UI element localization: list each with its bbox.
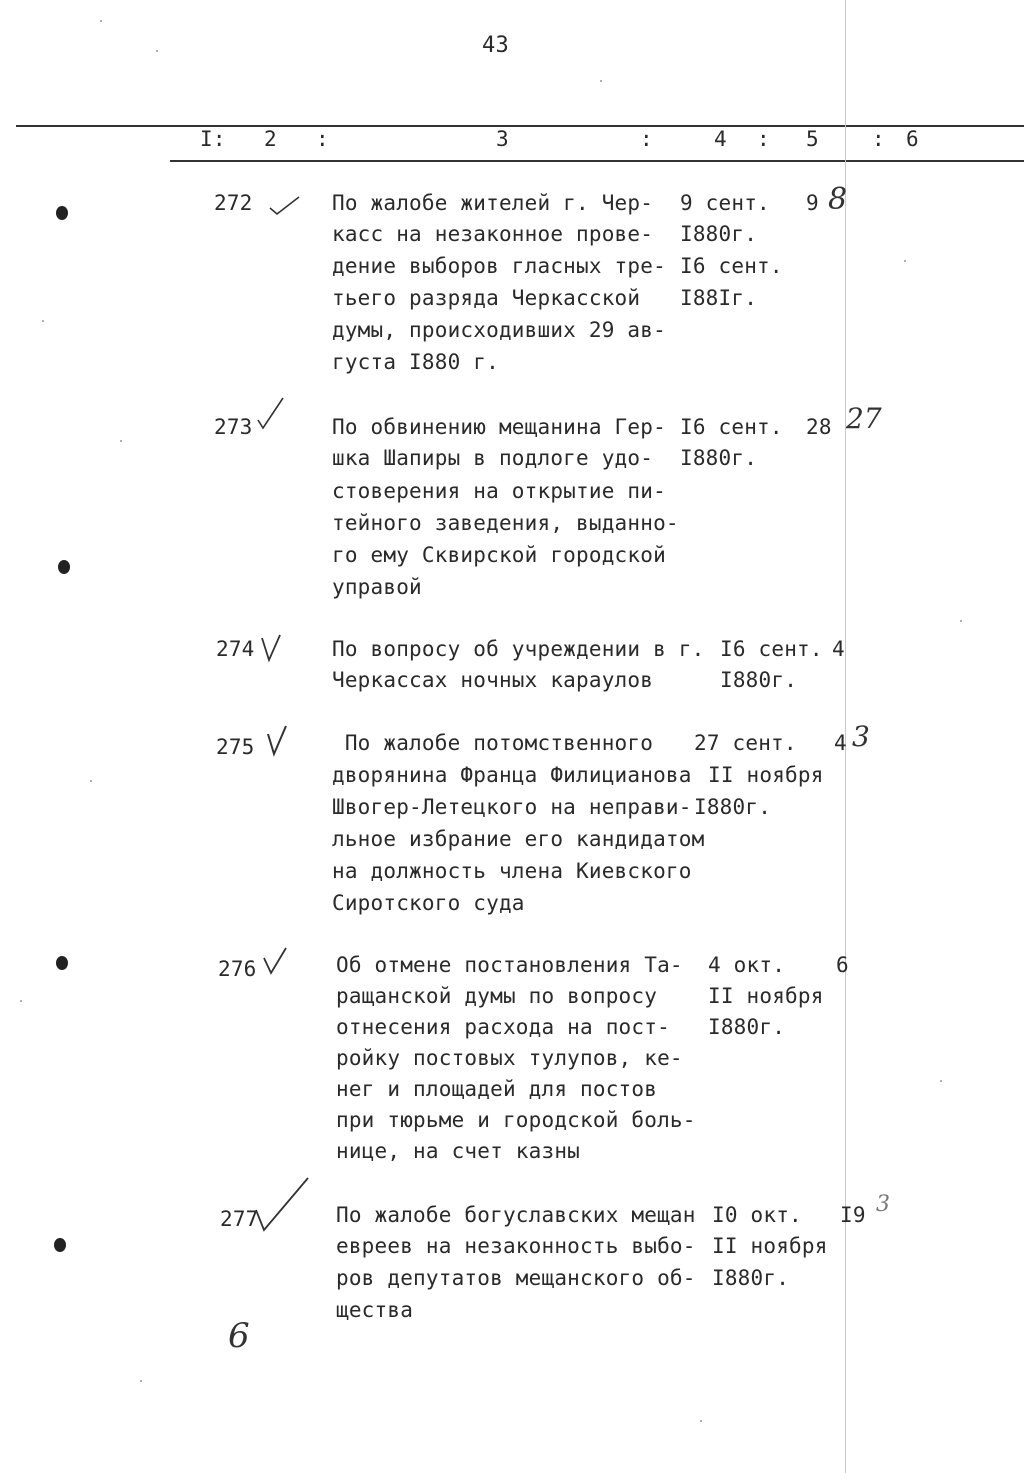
row-text-line: льное избрание его кандидатом bbox=[332, 827, 705, 851]
row-date: I880г. bbox=[708, 1015, 786, 1039]
row-sheets-handwritten: 8 bbox=[828, 182, 848, 217]
header-sep1: : bbox=[316, 127, 329, 151]
row-date: 4 окт. bbox=[708, 953, 786, 977]
row-date: I88Iг. bbox=[680, 286, 758, 310]
handwritten-mark: 6 bbox=[228, 1316, 250, 1356]
scan-speck bbox=[120, 440, 122, 442]
row-sheets: I9 bbox=[840, 1203, 866, 1227]
scan-speck bbox=[700, 1420, 702, 1422]
row-date: I880г. bbox=[680, 222, 758, 246]
row-text-line: Швогер-Летецкого на неправи- bbox=[332, 795, 692, 819]
checkmark-icon bbox=[254, 1176, 310, 1234]
header-bottom-rule bbox=[170, 160, 1024, 162]
scan-speck bbox=[42, 320, 44, 322]
row-sheets: 4 bbox=[834, 731, 847, 755]
row-text-line: касс на незаконное прове- bbox=[332, 222, 654, 246]
row-number: 273 bbox=[214, 415, 253, 439]
row-sheets: 28 bbox=[806, 415, 832, 439]
row-text-line: густа I880 г. bbox=[332, 350, 499, 374]
row-date: I6 сент. bbox=[680, 415, 783, 439]
row-text-line: По жалобе богуславских мещан bbox=[336, 1203, 696, 1227]
row-number: 277 bbox=[220, 1207, 259, 1231]
row-date: 9 сент. bbox=[680, 191, 770, 215]
header-sep4: : bbox=[872, 127, 885, 151]
row-sheets-handwritten: 27 bbox=[846, 402, 882, 435]
checkmark-icon bbox=[260, 634, 282, 664]
row-date: I6 сент. bbox=[680, 254, 783, 278]
scan-speck bbox=[100, 20, 102, 22]
row-text-line: Сиротского суда bbox=[332, 891, 525, 915]
row-date: II ноября bbox=[708, 984, 824, 1008]
checkmark-icon bbox=[256, 396, 286, 432]
scan-speck bbox=[90, 780, 92, 782]
row-date: I0 окт. bbox=[712, 1203, 802, 1227]
row-text-line: По жалобе жителей г. Чер- bbox=[332, 191, 654, 215]
checkmark-icon bbox=[262, 946, 288, 976]
row-text-line: шка Шапиры в подлоге удо- bbox=[332, 446, 654, 470]
page-number: 43 bbox=[482, 33, 509, 58]
row-text-line: По обвинению мещанина Гер- bbox=[332, 415, 666, 439]
scan-speck bbox=[140, 1380, 142, 1382]
punch-hole bbox=[58, 560, 70, 574]
row-date: I880г. bbox=[694, 795, 772, 819]
checkmark-icon bbox=[266, 724, 288, 758]
row-text-line: Черкассах ночных караулов bbox=[332, 668, 654, 692]
header-col6: 6 bbox=[906, 127, 919, 151]
header-col1: I: bbox=[200, 127, 226, 151]
row-text-line: при тюрьме и городской боль- bbox=[336, 1108, 696, 1132]
scan-speck bbox=[600, 80, 602, 82]
row-text-line: дворянина Франца Филициановa bbox=[332, 763, 692, 787]
punch-hole bbox=[54, 1238, 66, 1252]
row-text-line: отнесения расхода на пост- bbox=[336, 1015, 670, 1039]
scan-speck bbox=[156, 50, 158, 52]
row-number: 275 bbox=[216, 735, 255, 759]
scan-speck bbox=[904, 260, 906, 262]
row-text-line: го ему Сквирской городской bbox=[332, 543, 666, 567]
row-text-line: нег и площадей для постов bbox=[336, 1077, 658, 1101]
row-sheets: 6 bbox=[836, 953, 849, 977]
row-date: II ноября bbox=[708, 763, 824, 787]
row-sheets: 9 bbox=[806, 191, 819, 215]
row-text-line: нице, на счет казны bbox=[336, 1139, 581, 1163]
row-sheets-handwritten: 3 bbox=[876, 1192, 890, 1217]
punch-hole bbox=[56, 956, 68, 970]
row-text-line: евреев на незаконность выбо- bbox=[336, 1234, 696, 1258]
row-text-line: тьего разряда Черкасской bbox=[332, 286, 641, 310]
row-date: I880г. bbox=[712, 1266, 790, 1290]
header-col3: 3 bbox=[496, 127, 509, 151]
row-text-line: ройку постовых тулупов, ке- bbox=[336, 1046, 683, 1070]
scan-speck bbox=[960, 620, 962, 622]
header-col5: 5 bbox=[806, 127, 819, 151]
header-col2: 2 bbox=[264, 127, 277, 151]
header-sep2: : bbox=[640, 127, 653, 151]
row-text-line: думы, происходивших 29 ав- bbox=[332, 318, 666, 342]
row-number: 276 bbox=[218, 957, 257, 981]
row-text-line: Об отмене постановления Та- bbox=[336, 953, 683, 977]
row-text-line: стоверения на открытие пи- bbox=[332, 479, 666, 503]
row-text-line: По жалобе потомственного bbox=[332, 731, 654, 755]
row-text-line: По вопросу об учреждении в г. bbox=[332, 637, 705, 661]
header-col4: 4 bbox=[714, 127, 727, 151]
header-sep3: : bbox=[757, 127, 770, 151]
row-date: I6 сент. bbox=[720, 637, 823, 661]
row-date: 27 сент. bbox=[694, 731, 797, 755]
row-sheets: 4 bbox=[832, 637, 845, 661]
row-text-line: щества bbox=[336, 1298, 414, 1322]
punch-hole bbox=[56, 206, 68, 220]
row-text-line: тейного заведения, выданно- bbox=[332, 511, 679, 535]
row-text-line: на должность члена Киевского bbox=[332, 859, 692, 883]
row-number: 272 bbox=[214, 191, 253, 215]
row-text-line: ров депутатов мещанского об- bbox=[336, 1266, 696, 1290]
row-date: I880г. bbox=[680, 446, 758, 470]
row-text-line: дение выборов гласных тре- bbox=[332, 254, 666, 278]
scan-speck bbox=[940, 1080, 942, 1082]
row-text-line: ращанской думы по вопросу bbox=[336, 984, 658, 1008]
scan-speck bbox=[20, 1000, 22, 1002]
row-text-line: управой bbox=[332, 575, 422, 599]
checkmark-icon bbox=[268, 194, 302, 218]
row-date: I880г. bbox=[720, 668, 798, 692]
row-sheets-handwritten: 3 bbox=[852, 720, 870, 753]
row-date: II ноября bbox=[712, 1234, 828, 1258]
row-number: 274 bbox=[216, 637, 255, 661]
